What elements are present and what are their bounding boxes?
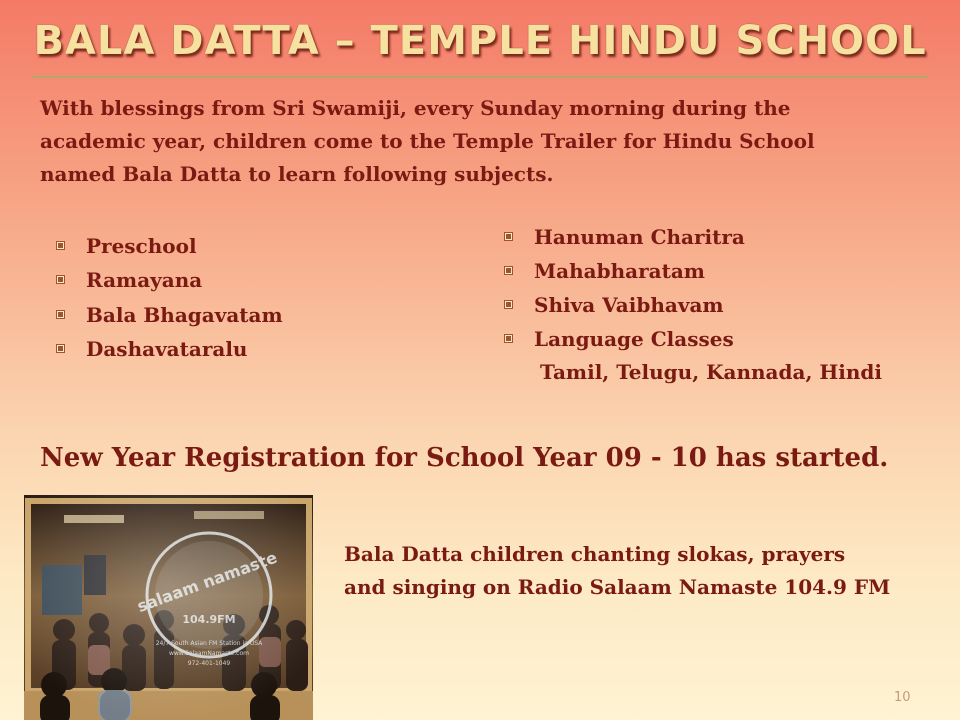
list-item bbox=[40, 265, 283, 299]
subject-label: Preschool bbox=[86, 234, 197, 258]
intro-line: With blessings from Sri Swamiji, every Sunday morning during the bbox=[40, 96, 791, 120]
subject-label: Bala Bhagavatam bbox=[86, 302, 283, 327]
subjects-list-left bbox=[40, 231, 283, 368]
square-bullet-icon bbox=[56, 344, 65, 353]
caption-line: and singing on Radio Salaam Namaste 104.9 FM bbox=[344, 575, 891, 599]
intro-paragraph bbox=[40, 92, 900, 191]
square-bullet-icon bbox=[56, 275, 65, 284]
list-item bbox=[488, 256, 745, 290]
intro-line: named Bala Datta to learn following subjects. bbox=[40, 162, 554, 186]
radio-studio-photo bbox=[24, 495, 313, 720]
square-bullet-icon bbox=[504, 232, 513, 241]
subject-label: Mahabharatam bbox=[534, 259, 705, 283]
square-bullet-icon bbox=[56, 241, 65, 250]
list-item bbox=[488, 290, 745, 324]
subject-label: Ramayana bbox=[86, 268, 203, 293]
intro-line: academic year, children come to the Temple Trailer for Hindu School bbox=[40, 129, 815, 153]
caption-line: Bala Datta children chanting slokas, prayers bbox=[344, 542, 846, 566]
list-item bbox=[40, 334, 283, 368]
subject-label: Hanuman Charitra bbox=[534, 225, 745, 249]
list-item bbox=[40, 300, 283, 334]
subjects-list-right bbox=[488, 222, 745, 358]
language-list: Tamil, Telugu, Kannada, Hindi bbox=[540, 360, 882, 384]
subject-label: Dashavataralu bbox=[86, 336, 248, 361]
slide-title: BALA DATTA – TEMPLE HINDU SCHOOL bbox=[33, 18, 927, 64]
registration-notice: New Year Registration for School Year 09 - 10 has started. bbox=[40, 443, 889, 473]
square-bullet-icon bbox=[504, 334, 513, 343]
photo-caption bbox=[344, 538, 890, 604]
subject-label: Shiva Vaibhavam bbox=[534, 293, 724, 317]
square-bullet-icon bbox=[504, 266, 513, 275]
list-item bbox=[488, 222, 745, 256]
subject-label: Language Classes bbox=[534, 327, 734, 351]
title-divider bbox=[32, 76, 928, 78]
list-item bbox=[40, 231, 283, 265]
list-item bbox=[488, 324, 745, 358]
square-bullet-icon bbox=[56, 310, 65, 319]
slide-number: 10 bbox=[894, 690, 911, 705]
square-bullet-icon bbox=[504, 300, 513, 309]
photo-illustration bbox=[24, 495, 313, 720]
